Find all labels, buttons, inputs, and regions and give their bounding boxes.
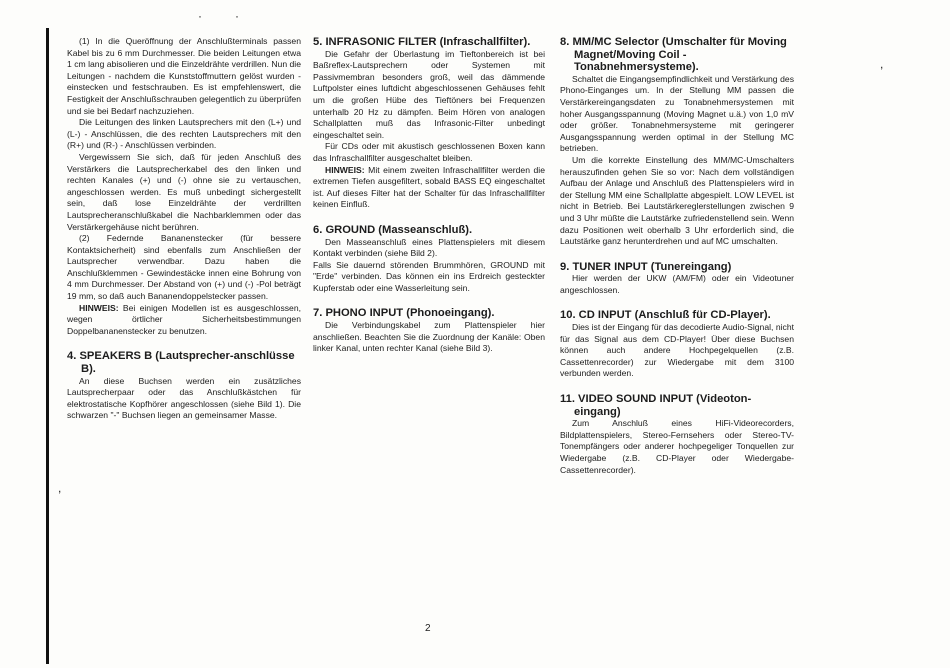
paragraph-tuner-input: Hier werden der UKW (AM/FM) oder ein Videotuner angeschlossen. [560, 273, 794, 295]
paragraph-speakers-b: An diese Buchsen werden ein zusätzliches Lautsprecherpaar oder das Anschlußkästchen für elektrostatische Kopfhörer angeschlossen (siehe Bild 1). Die schwarzen "-" Buchsen liegen an gemeinsamer Masse. [67, 375, 301, 421]
heading-cd-input: 10. CD INPUT (Anschluß für CD-Player). [560, 309, 771, 322]
paragraph-infrasonic-1: Die Gefahr der Überlastung im Tieftonbereich ist bei Baßreflex-Lautsprechern oder Systemen mit Passivmembran besonders groß, weil das dämmende Luftpolster eines luftdicht abgeschlossenen Gehäuses fehlt um die großen Hübe des Tieftöners bei Frequenzen unterhalb 20 Hz zu dämpfen. Beim Hören von analogen Schallplatten muß das Infrasonic-Filter unbedingt eingeschaltet sein. [313, 48, 545, 140]
paragraph-mm-mc-2: Um die korrekte Einstellung des MM/MC-Umschalters herauszufinden gehen Sie so vor: Nach dem vollständigen Aufbau der Anlage und Anschluß des Plattenspielers wird in der Stellung MM eine Schallplatte abgespielt. LOW LEVEL ist nicht in Betrieb. Bei Lautstärkereglerstellungen zwischen 9 und 3 Uhr müßte die Lautstärke zufriedenstellend sein. Wenn dazu Positionen weit oberhalb 3 Uhr erforderlich sind, die Lautstärke ganz herunterdrehen und auf MC umschalten. [560, 154, 794, 247]
page-number: 2 [425, 623, 431, 634]
column-left [67, 36, 301, 422]
paragraph-infrasonic-2: Für CDs oder mit akustisch geschlossenen Boxen kann das Infraschallfilter ausgeschaltet bleiben. [313, 141, 545, 163]
paragraph-terminal-cables: (1) In die Queröffnung der Anschlußterminals passen Kabel bis zu 6 mm Durchmesser. Die beiden Leitungen etwa 1 cm lang abisolieren und die Einzeldrähte verdrillen. Nun die Leitungen - nachdem die Kunststoffmuttern gelöst wurden - einstecken und festschrauben. Es ist empfehlenswert, die Festigkeit der Anschlußschrauben gelegentlich zu überprüfen und sie bei Bedarf nachzuziehen. [67, 36, 301, 116]
hinweis-note [67, 303, 301, 338]
column-right [560, 36, 794, 476]
paragraph-left-speaker: Die Leitungen des linken Lautsprechers mit den (L+) und (L-) - Anschlüssen, die des rechten Lautsprechers mit den (R+) und (R-) - Anschlüssen verbinden. [67, 117, 301, 151]
column-middle [313, 36, 545, 355]
paragraph-cd-input: Dies ist der Eingang für das decodierte Audio-Signal, nicht für das Signal aus dem CD-Player! Über diese Buchsen können auch andere Hochpegelquellen (z.B. Cassettenrecorder) zur Wiedergabe mit dem 3100 verbunden werden. [560, 322, 794, 379]
paragraph-mm-mc-1: Schaltet die Eingangsempfindlichkeit und Verstärkung des Phono-Einganges um. In der Stellung MM passen die Verstärkereingangsdaten zu Tonabnehmersystemen mit hoher Ausgangsspannung (Moving Magnet u.ä.) von 1,0 mV oder größer. Tonabnehmersysteme mit geringerer Ausgangsspannung werden optimal in der Stellung MC betrieben. [560, 73, 794, 154]
binding-edge-bar [46, 28, 49, 664]
heading-infrasonic-filter: 5. INFRASONIC FILTER (Infraschallfilter). [313, 36, 531, 48]
scan-speck: · [235, 9, 239, 23]
hinweis-text: Mit einem zweiten Infraschallfilter werden die extremen Tiefen ausgefiltert, sobald BASS EQ eingeschaltet ist. Auf dieses Filter hat der Schalter für das Infraschallfilter keinen Einfluß. [313, 164, 545, 210]
heading-mm-mc-selector: 8. MM/MC Selector (Umschalter für Moving Magnet/Moving Coil - Tonabnehmersysteme). [560, 36, 787, 74]
heading-tuner-input: 9. TUNER INPUT (Tunereingang) [560, 260, 732, 273]
scan-speck: , [880, 57, 884, 71]
scan-speck: , [58, 481, 62, 495]
heading-phono-input: 7. PHONO INPUT (Phonoeingang). [313, 307, 495, 320]
heading-speakers-b: 4. SPEAKERS B (Lautsprecher-anschlüsse B). [67, 350, 295, 376]
heading-video-sound-input: 11. VIDEO SOUND INPUT (Videoton-eingang) [560, 393, 752, 418]
paragraph-ground-2: Falls Sie dauernd störenden Brummhören, GROUND mit "Erde" verbinden. Das können ein ins Erdreich gesteckter Kupferstab oder eine Wasserleitung sein. [313, 259, 545, 293]
paragraph-banana-plugs: (2) Federnde Bananenstecker (für bessere Kontaktsicherheit) sind ebenfalls zum Anschließen der Lautsprecher verwendbar. Dazu haben die Anschlußklemmen - Gewindestäcke innen eine Bohrung von 4 mm Durchmesser. Der Abstand von (+) und (-) -Pol beträgt 19 mm, so daß auch Bananendoppelstecker passen. [67, 233, 301, 302]
hinweis-label: HINWEIS: [79, 302, 119, 313]
paragraph-ground-1: Den Masseanschluß eines Plattenspielers mit diesem Kontakt verbinden (siehe Bild 2). [313, 236, 545, 259]
scan-speck: · [198, 9, 202, 23]
hinweis-text: Bei einigen Modellen ist es ausgeschlossen, wegen örtlicher Sicherheitsbestimmungen Doppelbananenstecker zu benutzen. [67, 302, 301, 336]
paragraph-video-sound-input: Zum Anschluß eines HiFi-Videorecorders, Bildplattenspielers, Stereo-Fernsehers oder Stereo-TV-Tonempfängers oder anderer hochpegeliger Tonquellen zur Wiedergabe (z.B. CD-Player oder Wiedergabe-Cassettenrecorder). [560, 418, 794, 475]
paragraph-phono-input: Die Verbindungskabel zum Plattenspieler hier anschließen. Beachten Sie die Zuordnung der Kanäle: Oben linker Kanal, unten rechter Kanal (siehe Bild 3). [313, 320, 545, 354]
paragraph-polarity: Vergewissern Sie sich, daß für jeden Anschluß des Verstärkers die Lautsprecherkabel des den linken und rechten Kanales (+) und (-) ohne sie zu vertauschen, angeschlossen werden. Es muß unbedingt sichergestellt sein, daß lose Einzeldrähte der verdrillten Lautsprecheranschlußkabel die Nachbarklemmen oder das Verstärkergehäuse nicht berühren. [67, 151, 301, 232]
heading-ground: 6. GROUND (Masseanschluß). [313, 223, 473, 236]
hinweis-label: HINWEIS: [325, 164, 365, 175]
hinweis-note-infrasonic [313, 165, 545, 211]
